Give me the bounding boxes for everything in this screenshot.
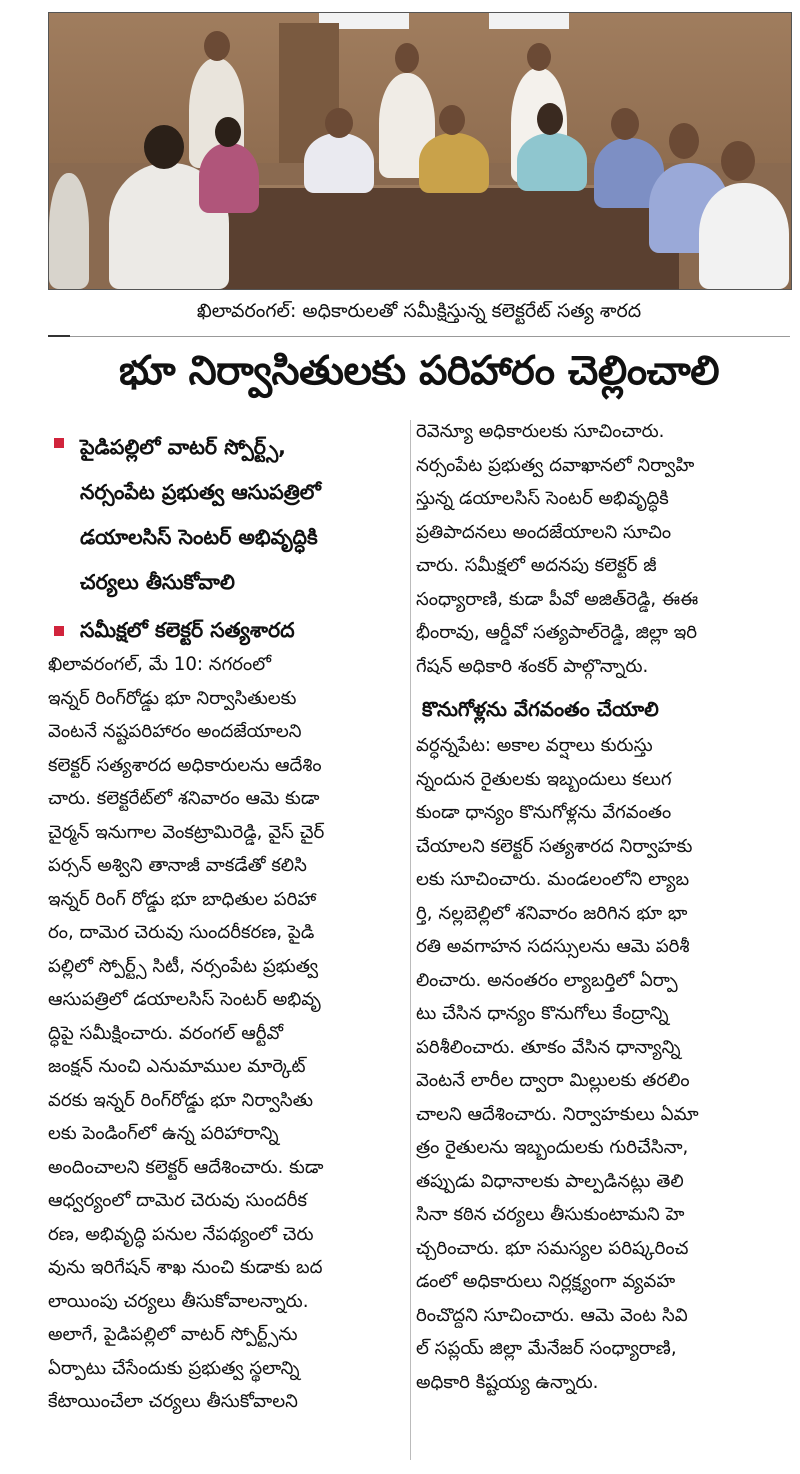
body-line: కలెక్టర్ సత్యశారద అధికారులను ఆదేశిం: [48, 754, 322, 776]
photo-banner-right: [489, 13, 569, 29]
subhead-line: నర్సంపేట ప్రభుత్వ ఆసుపత్రిలో: [80, 480, 321, 504]
photo-person: [517, 133, 587, 191]
right-body-section: [416, 729, 790, 1399]
photo-person: [304, 133, 374, 193]
body-line: లాయింపు చర్యలు తీసుకోవాలన్నారు.: [48, 1290, 309, 1312]
body-line: రణ, అభివృద్ధి పనుల నేపథ్యంలో చెరు: [48, 1223, 314, 1245]
body-line: అందించాలని కలెక్టర్ ఆదేశించారు. కుడా: [48, 1156, 324, 1178]
caption-rule-mark: [48, 335, 70, 337]
body-line: సంధ్యారాణి, కుడా పీవో అజిత్‌రెడ్డి, ఈఈ: [416, 588, 699, 610]
photo-head: [215, 117, 241, 147]
photo-person: [199, 143, 259, 213]
body-line: నర్సంపేట ప్రభుత్వ దవాఖానలో నిర్వాహి: [416, 454, 695, 476]
body-line: ల్ సప్లయ్ జిల్లా మేనేజర్ సంధ్యారాణి,: [416, 1338, 677, 1359]
column-divider: [410, 420, 411, 1460]
body-line: కుండా ధాన్యం కొనుగోళ్లను వేగవంతం: [416, 802, 672, 823]
photo-head: [721, 141, 755, 181]
subhead-2: [48, 613, 406, 648]
body-line: రించొద్దని సూచించారు. ఆమె వెంట సివి: [416, 1304, 688, 1326]
subhead-line: సమీక్షలో కలెక్టర్ సత్యశారద: [80, 618, 295, 642]
body-line: డంలో అధికారులు నిర్లక్ష్యంగా వ్యవహ: [416, 1271, 676, 1292]
photo-head: [325, 108, 353, 138]
right-body-continued: [416, 415, 790, 683]
headline: భూ నిర్వాసితులకు పరిహారం చెల్లించాలి: [118, 348, 720, 394]
photo-person: [419, 133, 489, 193]
body-line: రం, దామెర చెరువు సుందరీకరణ, పైడి: [48, 922, 315, 943]
subhead-1: [48, 425, 406, 605]
body-line: ప్రతిపాదనలు అందజేయాలని సూచిం: [416, 521, 672, 543]
caption-text: ఖిలావరంగల్: అధికారులతో సమీక్షిస్తున్న కలెక్టరేట్ సత్య శారద: [196, 299, 642, 322]
body-line: టు చేసిన ధాన్యం కొనుగోలు కేంద్రాన్ని: [416, 1003, 669, 1024]
body-line: ర్తి, నల్లబెల్లిలో శనివారం జరిగిన భూ భా: [416, 902, 688, 924]
body-line: అధికారి కిష్టయ్య ఉన్నారు.: [416, 1371, 599, 1393]
body-line: ద్ధిపై సమీక్షించారు. వరంగల్ ఆర్టీవో: [48, 1022, 283, 1044]
left-column: [48, 415, 406, 1419]
body-line: ఏర్పాటు చేసేందుకు ప్రభుత్వ స్థలాన్ని: [48, 1357, 300, 1379]
body-line: స్తున్న డయాలసిస్ సెంటర్ అభివృద్ధికి: [416, 488, 669, 509]
bullet-square-icon: [54, 438, 64, 448]
body-line: ఆధ్వర్యంలో దామెర చెరువు సుందరీక: [48, 1190, 307, 1211]
body-line: పర్సన్ అశ్విని తానాజీ వాకడేతో కలిసి: [48, 855, 307, 876]
body-line: చారు. కలెక్టరేట్‌లో శనివారం ఆమె కుడా: [48, 788, 320, 809]
body-line: సినా కఠిన చర్యలు తీసుకుంటామని హె: [416, 1204, 685, 1225]
photo-head: [144, 125, 184, 169]
body-line: ఖిలావరంగల్, మే 10: నగరంలో: [48, 654, 271, 675]
body-line: లకు సూచించారు. మండలంలోని ల్యాబ: [416, 869, 690, 890]
body-line: భీంరావు, ఆర్డీవో సత్యపాల్‌రెడ్డి, జిల్లా ఇరి: [416, 622, 698, 643]
right-column: [416, 415, 790, 1399]
photo-head: [669, 123, 699, 159]
body-line: తప్పుడు విధానాలకు పాల్పడినట్లు తెలి: [416, 1170, 684, 1192]
photo-head: [537, 103, 563, 135]
body-line: అలాగే, పైడిపల్లిలో వాటర్ స్పోర్ట్స్‌ను: [48, 1324, 298, 1345]
body-line: త్రం రైతులను ఇబ్బందులకు గురిచేసినా,: [416, 1137, 689, 1158]
photo-head: [527, 43, 551, 71]
subhead-line: డయాలసిస్ సెంటర్ అభివృద్ధికి: [80, 525, 318, 549]
body-line: వర్ధన్నపేట: అకాల వర్షాలు కురుస్తు: [416, 735, 653, 756]
body-line: జంక్షన్ నుంచి ఎనుమాముల మార్కెట్: [48, 1056, 306, 1077]
photo-person: [699, 183, 789, 289]
body-line: పల్లిలో స్పోర్ట్స్ సిటీ, నర్సంపేట ప్రభుత్వ: [48, 955, 319, 977]
body-line: ఇన్నర్ రింగ్‌రోడ్డు భూ నిర్వాసితులకు: [48, 687, 297, 709]
photo-head: [395, 43, 419, 73]
left-body: [48, 648, 406, 1419]
body-line: చేయాలని కలెక్టర్ సత్యశారద నిర్వాహకు: [416, 835, 693, 857]
photo-head: [611, 108, 639, 140]
body-line: ఇన్నర్ రింగ్ రోడ్డు భూ బాధితుల పరిహా: [48, 888, 317, 910]
body-line: పరిశీలించారు. తూకం వేసిన ధాన్యాన్ని: [416, 1036, 681, 1058]
body-line: చైర్మన్ ఇనుగాల వెంకట్రామిరెడ్డి, వైస్ చైర్: [48, 821, 325, 843]
photo-head: [204, 31, 230, 61]
body-line: చాలని ఆదేశించారు. నిర్వాహకులు ఏమా: [416, 1103, 699, 1125]
body-line: వరకు ఇన్నర్ రింగ్‌రోడ్డు భూ నిర్వాసితు: [48, 1089, 314, 1111]
body-line: చారు. సమీక్షలో అదనపు కలెక్టర్ జీ: [416, 555, 657, 576]
photo-person: [49, 173, 89, 289]
body-line: గేషన్ అధికారి శంకర్ పాల్గొన్నారు.: [416, 655, 649, 677]
body-line: లించారు. అనంతరం ల్యాబర్తిలో ఏర్పా: [416, 969, 678, 991]
body-line: ఆసుపత్రిలో డయాలసిస్ సెంటర్ అభివృ: [48, 989, 321, 1010]
body-line: రతి అవగాహన సదస్సులను ఆమె పరిశీ: [416, 936, 690, 957]
photo-head: [439, 105, 465, 135]
body-line: చ్చరించారు. భూ సమస్యల పరిష్కరించ: [416, 1237, 689, 1259]
body-line: వును ఇరిగేషన్ శాఖ నుంచి కుడాకు బద: [48, 1257, 323, 1278]
bullet-square-icon: [54, 626, 64, 636]
subhead-line: పైడిపల్లిలో వాటర్ స్పోర్ట్స్,: [80, 435, 286, 459]
section-subheading: కొనుగోళ్లను వేగవంతం చేయాలి: [422, 697, 659, 721]
meeting-photo: [48, 12, 792, 290]
subhead-line: చర్యలు తీసుకోవాలి: [80, 570, 235, 594]
body-line: వెంటనే లారీల ద్వారా మిల్లులకు తరలిం: [416, 1070, 690, 1091]
body-line: వెంటనే నష్టపరిహారం అందజేయాలని: [48, 721, 302, 742]
photo-caption: [48, 290, 790, 337]
body-line: లకు పెండింగ్‌లో ఉన్న పరిహారాన్ని: [48, 1123, 279, 1144]
body-line: రెవెన్యూ అధికారులకు సూచించారు.: [416, 421, 665, 442]
body-line: న్నందున రైతులకు ఇబ్బందులు కలుగ: [416, 768, 672, 790]
body-line: కేటాయించేలా చర్యలు తీసుకోవాలని: [48, 1391, 298, 1412]
